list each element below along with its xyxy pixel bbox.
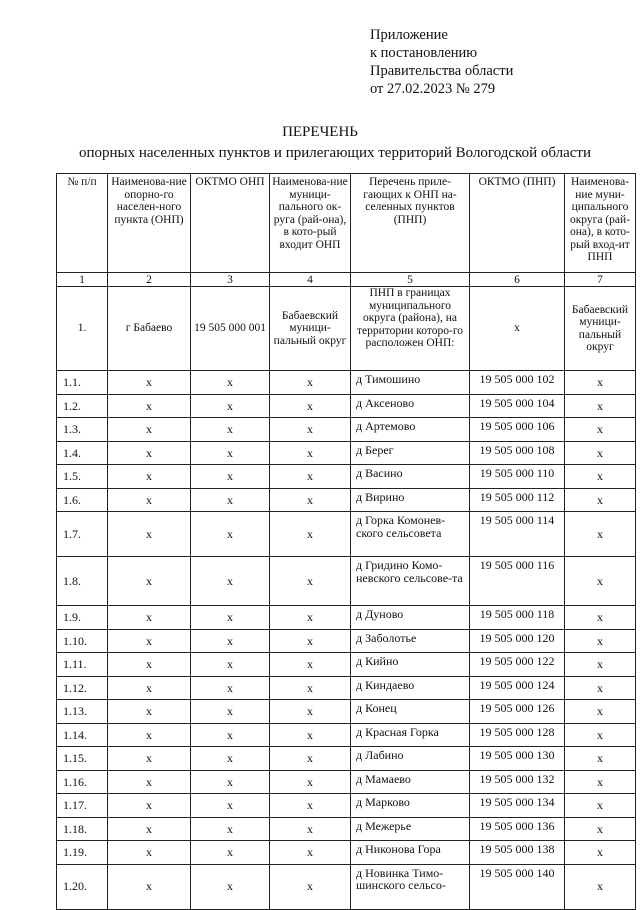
appendix-line-2: к постановлению — [370, 45, 478, 61]
onp-cell: x — [108, 723, 191, 747]
pnp-name: д Берег — [351, 441, 470, 465]
row-number: 1. — [57, 287, 108, 371]
onp-cell: x — [108, 629, 191, 653]
district-cell: x — [270, 465, 351, 489]
district-name: Бабаевский муници-пальный округ — [270, 287, 351, 371]
row-number: 1.7. — [57, 512, 108, 557]
table-row — [57, 488, 636, 512]
column-number: 2 — [108, 273, 191, 287]
pnp-name: д Конец — [351, 700, 470, 724]
oktmo-pnp: 19 505 000 126 — [470, 700, 565, 724]
district-cell: x — [270, 770, 351, 794]
header-cell: № п/п — [57, 174, 108, 273]
settlements-table — [56, 173, 636, 910]
pnp-name: д Вирино — [351, 488, 470, 512]
appendix-line-1: Приложение — [370, 27, 448, 43]
appendix-block — [370, 26, 513, 98]
district-pnp-cell: x — [565, 653, 636, 677]
district-cell: x — [270, 629, 351, 653]
appendix-line-4: от 27.02.2023 № 279 — [370, 81, 496, 97]
onp-cell: x — [108, 465, 191, 489]
row-number: 1.3. — [57, 418, 108, 442]
oktmo-pnp: 19 505 000 140 — [470, 864, 565, 909]
pnp-name: д Киндаево — [351, 676, 470, 700]
oktmo-pnp: 19 505 000 134 — [470, 794, 565, 818]
oktmo-onp-cell: x — [191, 723, 270, 747]
table-row — [57, 653, 636, 677]
district-cell: x — [270, 394, 351, 418]
oktmo-pnp: 19 505 000 110 — [470, 465, 565, 489]
table-row — [57, 841, 636, 865]
district-pnp-cell: x — [565, 817, 636, 841]
district-pnp-cell: x — [565, 465, 636, 489]
row-number: 1.19. — [57, 841, 108, 865]
pnp-name: д Новинка Тимо-шинского сельсо- — [351, 864, 470, 909]
onp-cell: x — [108, 817, 191, 841]
oktmo-onp-cell: x — [191, 676, 270, 700]
oktmo-onp-cell: x — [191, 418, 270, 442]
district-pnp-cell: x — [565, 488, 636, 512]
column-number: 3 — [191, 273, 270, 287]
district-cell: x — [270, 817, 351, 841]
row-number: 1.6. — [57, 488, 108, 512]
row-number: 1.10. — [57, 629, 108, 653]
pnp-name: д Гридино Комо-невского сельсове-та — [351, 557, 470, 606]
oktmo-onp-cell: x — [191, 629, 270, 653]
title-line-2: опорных населенных пунктов и прилегающих территорий Вологодской области — [78, 145, 592, 161]
oktmo-pnp: 19 505 000 120 — [470, 629, 565, 653]
oktmo-onp-cell: x — [191, 465, 270, 489]
district-pnp: Бабаевский муници-пальный округ — [565, 287, 636, 371]
onp-cell: x — [108, 841, 191, 865]
district-pnp-cell: x — [565, 557, 636, 606]
header-cell: Перечень приле-гающих к ОНП на-селенных пунктов (ПНП) — [351, 174, 470, 273]
district-pnp-cell: x — [565, 841, 636, 865]
district-pnp-cell: x — [565, 371, 636, 395]
oktmo-pnp: 19 505 000 108 — [470, 441, 565, 465]
oktmo-onp-cell: x — [191, 394, 270, 418]
district-pnp-cell: x — [565, 441, 636, 465]
table-row — [57, 512, 636, 557]
table-row — [57, 864, 636, 909]
pnp-name: д Заболотье — [351, 629, 470, 653]
oktmo-pnp: 19 505 000 116 — [470, 557, 565, 606]
oktmo-pnp: 19 505 000 128 — [470, 723, 565, 747]
pnp-name: д Кийно — [351, 653, 470, 677]
oktmo-onp-cell: x — [191, 794, 270, 818]
pnp-name: д Дуново — [351, 606, 470, 630]
oktmo-pnp: 19 505 000 136 — [470, 817, 565, 841]
table-header-row — [57, 174, 636, 273]
row-number: 1.1. — [57, 371, 108, 395]
pnp-name: ПНП в границах муниципального округа (района), на территории которо-го расположен ОНП: — [351, 287, 470, 371]
column-number: 6 — [470, 273, 565, 287]
table-row — [57, 465, 636, 489]
onp-cell: x — [108, 747, 191, 771]
table-row — [57, 606, 636, 630]
district-pnp-cell: x — [565, 394, 636, 418]
oktmo-onp-cell: x — [191, 557, 270, 606]
oktmo-pnp: 19 505 000 106 — [470, 418, 565, 442]
district-cell: x — [270, 512, 351, 557]
table-row — [57, 287, 636, 371]
district-pnp-cell: x — [565, 606, 636, 630]
row-number: 1.13. — [57, 700, 108, 724]
oktmo-pnp: 19 505 000 124 — [470, 676, 565, 700]
oktmo-pnp: 19 505 000 112 — [470, 488, 565, 512]
row-number: 1.11. — [57, 653, 108, 677]
onp-cell: x — [108, 512, 191, 557]
table-row — [57, 676, 636, 700]
table-row — [57, 747, 636, 771]
pnp-name: д Красная Горка — [351, 723, 470, 747]
district-pnp-cell: x — [565, 676, 636, 700]
district-pnp-cell: x — [565, 418, 636, 442]
row-number: 1.14. — [57, 723, 108, 747]
row-number: 1.16. — [57, 770, 108, 794]
pnp-name: д Тимошино — [351, 371, 470, 395]
row-number: 1.17. — [57, 794, 108, 818]
row-number: 1.12. — [57, 676, 108, 700]
row-number: 1.8. — [57, 557, 108, 606]
district-pnp-cell: x — [565, 700, 636, 724]
table-row — [57, 371, 636, 395]
header-cell: ОКТМО (ПНП) — [470, 174, 565, 273]
oktmo-pnp: 19 505 000 104 — [470, 394, 565, 418]
pnp-name: д Марково — [351, 794, 470, 818]
document-title — [0, 122, 640, 164]
oktmo-onp-cell: x — [191, 841, 270, 865]
pnp-name: д Васино — [351, 465, 470, 489]
oktmo-onp-cell: x — [191, 653, 270, 677]
column-number: 4 — [270, 273, 351, 287]
table-row — [57, 700, 636, 724]
onp-cell: x — [108, 418, 191, 442]
row-number: 1.18. — [57, 817, 108, 841]
header-cell: Наименова-ние муници-пального ок-руга (рай-она), в кото-рый входит ОНП — [270, 174, 351, 273]
table-row — [57, 770, 636, 794]
district-cell: x — [270, 794, 351, 818]
column-number-row — [57, 273, 636, 287]
table-row — [57, 557, 636, 606]
oktmo-onp-cell: x — [191, 864, 270, 909]
onp-cell: x — [108, 700, 191, 724]
table-row — [57, 817, 636, 841]
onp-cell: x — [108, 371, 191, 395]
oktmo-pnp: 19 505 000 114 — [470, 512, 565, 557]
onp-cell: x — [108, 794, 191, 818]
column-number: 5 — [351, 273, 470, 287]
oktmo-onp-cell: x — [191, 512, 270, 557]
onp-cell: x — [108, 864, 191, 909]
header-cell: ОКТМО ОНП — [191, 174, 270, 273]
title-line-1: ПЕРЕЧЕНЬ — [282, 124, 358, 140]
row-number: 1.9. — [57, 606, 108, 630]
oktmo-pnp: 19 505 000 102 — [470, 371, 565, 395]
header-cell: Наименова-ние муни-ципального округа (рай-она), в кото-рый вход-ит ПНП — [565, 174, 636, 273]
oktmo-onp-cell: x — [191, 371, 270, 395]
oktmo-onp-cell: x — [191, 488, 270, 512]
row-number: 1.4. — [57, 441, 108, 465]
oktmo-onp-cell: x — [191, 700, 270, 724]
table-row — [57, 723, 636, 747]
district-cell: x — [270, 441, 351, 465]
district-cell: x — [270, 653, 351, 677]
oktmo-onp: 19 505 000 001 — [191, 287, 270, 371]
column-number: 7 — [565, 273, 636, 287]
pnp-name: д Лабино — [351, 747, 470, 771]
district-pnp-cell: x — [565, 864, 636, 909]
district-cell: x — [270, 606, 351, 630]
oktmo-onp-cell: x — [191, 747, 270, 771]
district-cell: x — [270, 841, 351, 865]
pnp-name: д Мамаево — [351, 770, 470, 794]
onp-cell: x — [108, 441, 191, 465]
row-number: 1.15. — [57, 747, 108, 771]
row-number: 1.20. — [57, 864, 108, 909]
onp-cell: x — [108, 488, 191, 512]
onp-cell: x — [108, 557, 191, 606]
oktmo-onp-cell: x — [191, 441, 270, 465]
pnp-name: д Аксеново — [351, 394, 470, 418]
oktmo-onp-cell: x — [191, 817, 270, 841]
onp-cell: x — [108, 606, 191, 630]
oktmo-pnp: 19 505 000 118 — [470, 606, 565, 630]
district-pnp-cell: x — [565, 747, 636, 771]
row-number: 1.2. — [57, 394, 108, 418]
district-cell: x — [270, 418, 351, 442]
district-pnp-cell: x — [565, 512, 636, 557]
oktmo-pnp: 19 505 000 138 — [470, 841, 565, 865]
table-row — [57, 441, 636, 465]
oktmo-pnp: 19 505 000 122 — [470, 653, 565, 677]
oktmo-pnp: 19 505 000 130 — [470, 747, 565, 771]
table-row — [57, 418, 636, 442]
district-pnp-cell: x — [565, 794, 636, 818]
oktmo-onp-cell: x — [191, 606, 270, 630]
district-pnp-cell: x — [565, 723, 636, 747]
district-cell: x — [270, 723, 351, 747]
oktmo-pnp: x — [470, 287, 565, 371]
district-cell: x — [270, 371, 351, 395]
pnp-name: д Горка Комонев-ского сельсовета — [351, 512, 470, 557]
onp-name: г Бабаево — [108, 287, 191, 371]
district-cell: x — [270, 864, 351, 909]
pnp-name: д Никонова Гора — [351, 841, 470, 865]
district-cell: x — [270, 676, 351, 700]
column-number: 1 — [57, 273, 108, 287]
district-cell: x — [270, 700, 351, 724]
onp-cell: x — [108, 653, 191, 677]
table-row — [57, 394, 636, 418]
district-cell: x — [270, 488, 351, 512]
appendix-line-3: Правительства области — [370, 63, 514, 79]
oktmo-onp-cell: x — [191, 770, 270, 794]
row-number: 1.5. — [57, 465, 108, 489]
pnp-name: д Артемово — [351, 418, 470, 442]
onp-cell: x — [108, 770, 191, 794]
district-cell: x — [270, 557, 351, 606]
oktmo-pnp: 19 505 000 132 — [470, 770, 565, 794]
table-row — [57, 629, 636, 653]
pnp-name: д Межерье — [351, 817, 470, 841]
onp-cell: x — [108, 394, 191, 418]
district-cell: x — [270, 747, 351, 771]
district-pnp-cell: x — [565, 770, 636, 794]
header-cell: Наименова-ние опорно-го населен-ного пункта (ОНП) — [108, 174, 191, 273]
district-pnp-cell: x — [565, 629, 636, 653]
table-row — [57, 794, 636, 818]
onp-cell: x — [108, 676, 191, 700]
